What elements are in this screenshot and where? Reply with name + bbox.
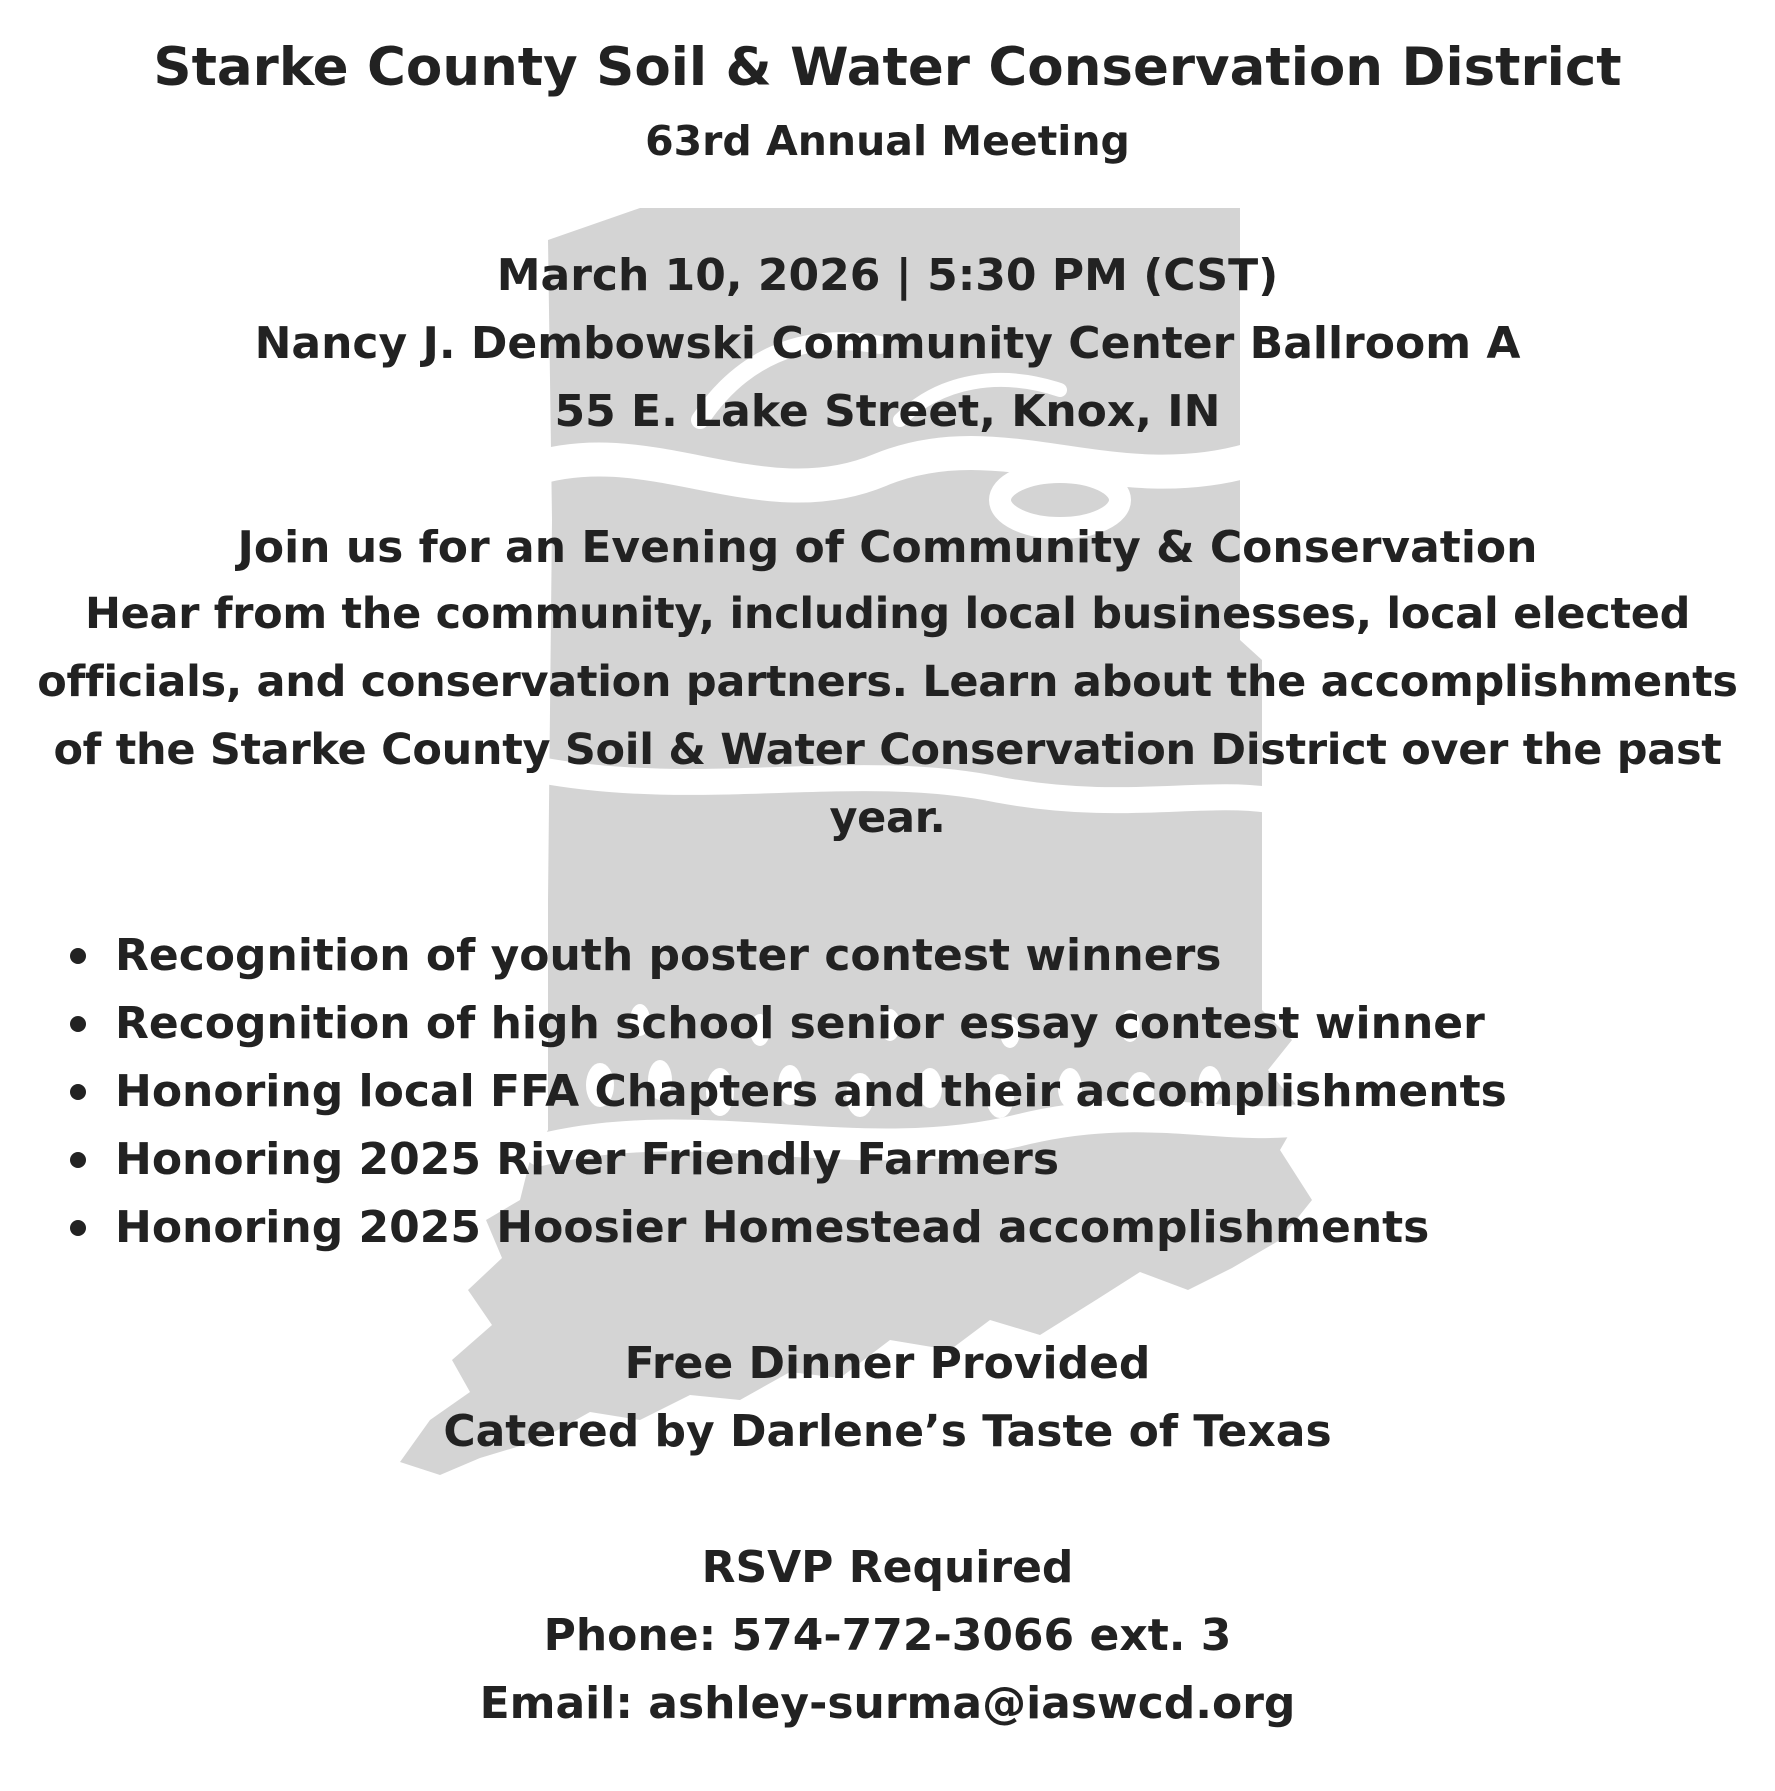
bullet-icon xyxy=(70,1016,86,1032)
page-title: Starke County Soil & Water Conservation District xyxy=(153,37,1622,98)
list-item xyxy=(70,1058,1507,1126)
list-item xyxy=(70,922,1507,990)
rsvp-email: Email: ashley-surma@iaswcd.org xyxy=(479,1678,1296,1729)
dinner-line-2: Catered by Darlene’s Taste of Texas xyxy=(443,1406,1332,1457)
list-item xyxy=(70,1126,1507,1194)
invitation-heading: Join us for an Evening of Community & Conservation xyxy=(237,522,1538,573)
dinner-line-1: Free Dinner Provided xyxy=(624,1338,1151,1389)
bullet-icon xyxy=(70,1220,86,1236)
bullet-icon xyxy=(70,1084,86,1100)
event-venue: Nancy J. Dembowski Community Center Ballroom A xyxy=(254,318,1521,369)
event-address: 55 E. Lake Street, Knox, IN xyxy=(554,386,1221,437)
event-date-time: March 10, 2026 | 5:30 PM (CST) xyxy=(496,250,1279,301)
rsvp-heading: RSVP Required xyxy=(701,1542,1074,1593)
list-item xyxy=(70,1194,1507,1262)
agenda-item-label: Honoring local FFA Chapters and their accomplishments xyxy=(115,1066,1507,1117)
list-item xyxy=(70,990,1507,1058)
agenda-item-label: Honoring 2025 Hoosier Homestead accomplishments xyxy=(115,1202,1430,1253)
agenda-item-label: Recognition of youth poster contest winners xyxy=(115,930,1222,981)
agenda-item-label: Honoring 2025 River Friendly Farmers xyxy=(115,1134,1060,1185)
agenda-item-label: Recognition of high school senior essay contest winner xyxy=(115,998,1485,1049)
page-subtitle: 63rd Annual Meeting xyxy=(645,117,1130,165)
bullet-icon xyxy=(70,948,86,964)
rsvp-phone: Phone: 574-772-3066 ext. 3 xyxy=(543,1610,1232,1661)
invitation-description: Hear from the community, including local businesses, local elected officials, and conservation partners. Learn about the accomplishments of the Starke County Soil & Water Conservation District over the past year. xyxy=(37,589,1738,843)
bullet-icon xyxy=(70,1152,86,1168)
agenda-list xyxy=(70,922,1507,1262)
